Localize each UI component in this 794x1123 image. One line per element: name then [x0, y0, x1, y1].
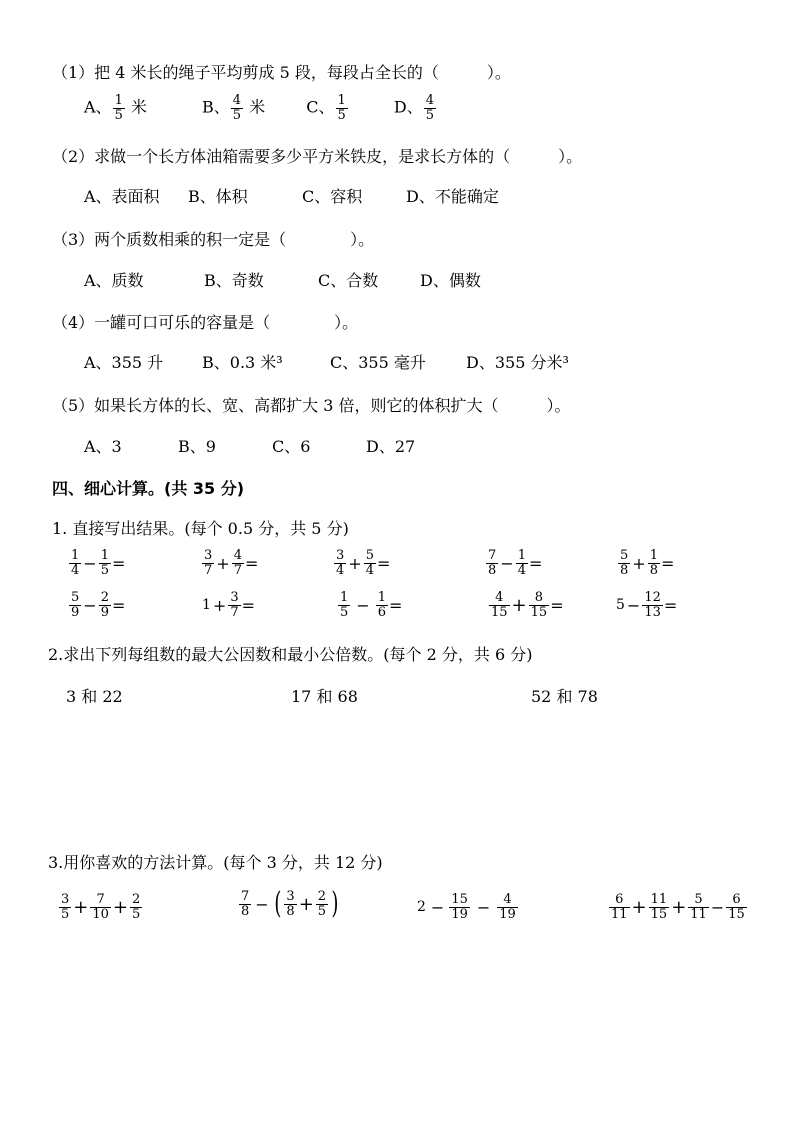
option-c: C、355 毫升 — [330, 353, 426, 372]
numerator: 4 — [233, 548, 242, 563]
operator: + — [112, 896, 129, 918]
operator: − — [710, 897, 725, 917]
fraction — [59, 893, 71, 921]
calc-1-4 — [485, 549, 542, 577]
text: 7 — [230, 604, 239, 620]
text: 米 — [125, 97, 147, 117]
gcd-item-2: 17 和 68 — [291, 687, 358, 706]
text: 10 — [92, 906, 109, 922]
option-c: C、容积 — [302, 187, 363, 206]
operator: − — [626, 595, 641, 615]
option-a: A、355 升 — [84, 353, 164, 372]
text: 11 — [611, 906, 628, 922]
option-a: A、质数 — [84, 271, 144, 290]
text: 11 — [690, 906, 707, 922]
section-title: 四、细心计算。(共 35 分) — [52, 479, 245, 498]
numerator: 4 — [503, 892, 512, 907]
calc-3-2 — [238, 886, 341, 921]
text: 6 — [377, 604, 386, 620]
parenthesis: ( — [274, 886, 282, 921]
text: 19 — [499, 906, 516, 922]
text: B、 — [202, 97, 230, 117]
option-a: A、3 — [84, 437, 122, 456]
equals-sign: = — [376, 553, 391, 573]
fraction — [316, 890, 328, 918]
text: 8 — [620, 562, 629, 578]
numerator: 1 — [340, 590, 349, 605]
text: 5 — [317, 903, 327, 919]
equals-sign: = — [663, 595, 678, 615]
operator: 2 — [417, 899, 426, 916]
numerator: 1 — [100, 548, 109, 563]
option-b — [202, 94, 265, 122]
numerator: 3 — [230, 590, 239, 605]
fraction — [688, 893, 709, 921]
text: 15 — [530, 604, 548, 620]
numerator: 1 — [517, 548, 526, 563]
question-5-options — [84, 434, 415, 457]
text: 5 — [100, 562, 109, 578]
text: 5 — [114, 107, 123, 123]
numerator: 4 — [232, 93, 242, 108]
text: 19 — [451, 906, 468, 922]
equals-sign: = — [550, 595, 564, 615]
calc-3-1 — [58, 893, 143, 921]
text: 9 — [71, 604, 80, 620]
operator: + — [631, 896, 647, 918]
fraction — [90, 893, 111, 921]
question-4: （4）一罐可口可乐的容量是（ ）。 — [52, 313, 359, 332]
fraction — [486, 549, 498, 577]
text: 15 — [728, 906, 745, 922]
text: 15 — [650, 906, 668, 922]
equals-sign: = — [528, 553, 543, 573]
numerator: 6 — [732, 892, 741, 907]
numerator: 1 — [377, 590, 386, 605]
operator: − — [83, 595, 97, 615]
text: 8 — [649, 562, 658, 578]
operator: − — [83, 553, 97, 573]
numerator: 3 — [336, 548, 345, 563]
fraction — [726, 893, 747, 921]
numerator: 2 — [132, 892, 141, 907]
calc-1-2 — [201, 549, 258, 577]
fraction — [231, 94, 243, 122]
numerator: 1 — [71, 548, 80, 563]
operator: + — [348, 553, 362, 573]
gcd-item-3: 52 和 78 — [531, 687, 598, 706]
option-d: D、355 分米³ — [466, 353, 569, 372]
fraction — [449, 893, 470, 921]
option-a: A、表面积 — [84, 187, 160, 206]
option-d: D、27 — [366, 437, 416, 456]
text: C、 — [306, 97, 335, 117]
parenthesis: ) — [331, 886, 339, 921]
numerator: 15 — [451, 892, 468, 907]
text: 8 — [286, 903, 295, 919]
numerator: 7 — [488, 548, 497, 563]
text: 米 — [244, 97, 266, 117]
numerator: 5 — [620, 548, 629, 563]
numerator: 3 — [61, 892, 70, 907]
fraction — [69, 549, 81, 577]
question-1-options — [84, 94, 437, 122]
operator: + — [298, 893, 314, 915]
question-5: （5）如果长方体的长、宽、高都扩大 3 倍，则它的体积扩大（ ）。 — [52, 396, 571, 415]
numerator: 5 — [365, 548, 374, 563]
numerator: 2 — [100, 590, 109, 605]
fraction — [618, 549, 630, 577]
fraction — [497, 893, 518, 921]
text: 4 — [336, 562, 345, 578]
numerator: 7 — [241, 888, 250, 904]
equals-sign: = — [241, 595, 256, 615]
fraction — [232, 549, 244, 577]
equals-sign: = — [660, 553, 675, 573]
operator: + — [511, 594, 527, 616]
operator: − — [255, 894, 269, 914]
question-4-options — [84, 350, 569, 373]
fraction — [336, 94, 348, 122]
fraction — [376, 591, 388, 619]
fraction — [338, 591, 350, 619]
fraction — [609, 893, 630, 921]
text: 7 — [204, 562, 213, 578]
fraction — [489, 591, 510, 619]
equals-sign: = — [388, 595, 403, 615]
part3-title: 3.用你喜欢的方法计算。(每个 3 分，共 12 分) — [48, 853, 383, 872]
text: A、 — [84, 97, 112, 117]
fraction — [284, 890, 296, 918]
question-2-options — [84, 184, 499, 207]
text: 5 — [425, 107, 435, 123]
numerator: 6 — [615, 892, 624, 907]
calc-2-1 — [68, 591, 125, 619]
numerator: 11 — [650, 892, 668, 907]
fraction — [334, 549, 346, 577]
option-c — [306, 94, 349, 122]
question-3-options — [84, 268, 481, 291]
fraction — [69, 591, 81, 619]
text: 4 — [71, 562, 80, 578]
numerator: 7 — [96, 892, 105, 907]
option-c: C、6 — [272, 437, 311, 456]
numerator: 4 — [425, 93, 435, 108]
text: 7 — [233, 562, 242, 578]
fraction — [529, 591, 550, 619]
numerator: 5 — [694, 892, 703, 907]
calc-3-4 — [608, 893, 748, 921]
operator: 1 — [202, 597, 211, 614]
numerator: 3 — [286, 888, 295, 904]
numerator: 4 — [495, 590, 504, 605]
calc-1-1 — [68, 549, 125, 577]
numerator: 1 — [337, 93, 346, 108]
text: 15 — [491, 604, 508, 620]
calc-2-4 — [488, 591, 564, 619]
fraction — [642, 591, 663, 619]
question-3: （3）两个质数相乘的积一定是（ ）。 — [52, 230, 375, 249]
numerator: 8 — [534, 590, 544, 605]
question-2: （2）求做一个长方体油箱需要多少平方米铁皮，是求长方体的（ ）。 — [52, 147, 583, 166]
option-b: B、0.3 米³ — [202, 353, 283, 372]
numerator: 12 — [644, 590, 661, 605]
part2-title: 2.求出下列每组数的最大公因数和最小公倍数。(每个 2 分，共 6 分) — [48, 645, 533, 664]
option-c: C、合数 — [318, 271, 379, 290]
operator: + — [212, 595, 227, 615]
operator: 5 — [616, 597, 625, 614]
fraction — [239, 890, 251, 918]
text: 4 — [365, 562, 374, 578]
option-b: B、奇数 — [204, 271, 264, 290]
option-a — [84, 94, 147, 122]
operator: − — [430, 897, 445, 917]
operator: + — [216, 553, 230, 573]
numerator: 1 — [114, 93, 123, 108]
text: 13 — [644, 604, 661, 620]
operator: − — [356, 595, 370, 615]
operator: + — [73, 896, 89, 918]
calc-2-5 — [615, 591, 677, 619]
text: 4 — [517, 562, 526, 578]
text: 5 — [61, 906, 70, 922]
option-d: D、不能确定 — [406, 187, 499, 206]
operator: − — [476, 897, 491, 917]
text: 8 — [488, 562, 497, 578]
numerator: 5 — [71, 590, 80, 605]
numerator: 1 — [649, 548, 658, 563]
text: 5 — [340, 604, 349, 620]
question-1: （1）把 4 米长的绳子平均剪成 5 段，每段占全长的（ ）。 — [52, 63, 511, 82]
fraction — [364, 549, 376, 577]
part1-title: 1. 直接写出结果。(每个 0.5 分，共 5 分) — [52, 519, 349, 538]
text: 5 — [232, 107, 242, 123]
calc-3-3 — [416, 893, 519, 921]
fraction — [424, 94, 436, 122]
fraction — [649, 893, 670, 921]
equals-sign: = — [244, 553, 259, 573]
fraction — [202, 549, 214, 577]
numerator: 3 — [204, 548, 213, 563]
text: 8 — [241, 903, 250, 919]
equals-sign: = — [111, 595, 126, 615]
numerator: 2 — [317, 888, 327, 904]
gcd-item-1: 3 和 22 — [66, 687, 123, 706]
operator: + — [632, 553, 646, 573]
text: 5 — [337, 107, 346, 123]
operator: + — [671, 896, 687, 918]
option-d — [394, 94, 437, 122]
fraction — [99, 549, 111, 577]
option-d: D、偶数 — [420, 271, 481, 290]
fraction — [99, 591, 111, 619]
text: 9 — [100, 604, 109, 620]
calc-1-5 — [617, 549, 674, 577]
calc-2-2 — [201, 591, 255, 619]
operator: − — [500, 553, 514, 573]
fraction — [130, 893, 142, 921]
text: 5 — [132, 906, 141, 922]
fraction — [113, 94, 125, 122]
fraction — [648, 549, 660, 577]
fraction — [228, 591, 240, 619]
text: D、 — [393, 97, 423, 117]
option-b: B、体积 — [188, 187, 248, 206]
option-b: B、9 — [178, 437, 216, 456]
calc-2-3 — [337, 591, 402, 619]
fraction — [516, 549, 528, 577]
calc-1-3 — [333, 549, 390, 577]
equals-sign: = — [111, 553, 126, 573]
